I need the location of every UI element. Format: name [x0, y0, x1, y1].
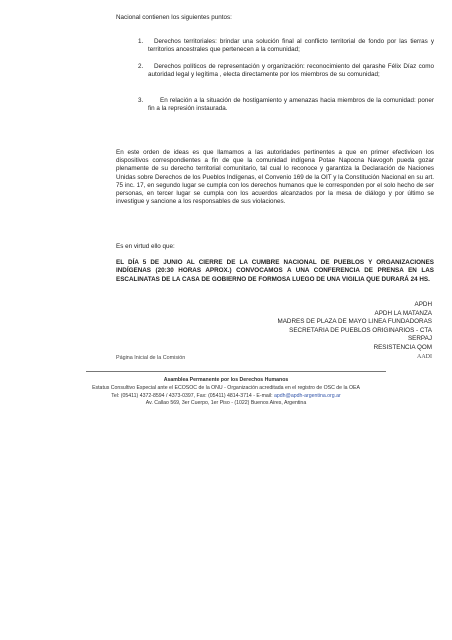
- virtud-line: Es en virtud ello que:: [116, 243, 175, 250]
- list-item-text: En relación a la situación de hostigamiento y amenazas hacia miembros de la comunidad: poner fin a la represión instaurada.: [148, 97, 434, 113]
- footer: [40, 377, 412, 408]
- footer-email-link[interactable]: apdh@apdh-argentina.org.ar: [274, 392, 341, 399]
- signer: APDH LA MATANZA: [374, 309, 432, 317]
- list-number: 3.: [138, 97, 144, 104]
- call-to-action: EL DÍA 5 DE JUNIO AL CIERRE DE LA CUMBRE NACIONAL DE PUEBLOS Y ORGANIZACIONES INDÍGENAS (20:30 HORAS APROX.) CONVOCAMOS A UNA CONFERENCIA DE PRENSA EN LAS ESCALINATAS DE LA CASA DE GOBIERNO DE FORMOSA LUEGO DE UNA VIGILIA QUE DURARÁ 24 HS.: [116, 259, 434, 283]
- list-item: [138, 97, 434, 113]
- ideas-paragraph: En este orden de ideas es que llamamos a las autoridades pertinentes a que en primer efectivicen los dispositivos correspondientes a fin de que la comunidad indígena Potae Napocna Navogoh pueda gozar plenamente de su derecho territorial comunitario, tal cual lo reconoce y garantiza la Declaración de Naciones Unidas sobre Derechos de los Pueblos Indígenas, el Convenio 169 de la OIT y la Constitución Nacional en su art. 75 inc. 17, en segundo lugar se cumpla con los derechos humanos que le corresponden por el solo hecho de ser personas, en tercer lugar se cumpla con los acuerdos alcanzados por la mesa de diálogo y por último se investigue y sancione a los responsables de sus violaciones.: [116, 149, 434, 206]
- list-number: 2.: [138, 63, 144, 70]
- list-item-text: Derechos políticos de representación y organización: reconocimiento del qarashe Félix Díaz como autoridad legal y legítima , electa directamente por los miembros de su comunidad;: [148, 63, 434, 79]
- footer-contact: Tel: (05411) 4372-8594 / 4373-0397, Fax: (05411) 4814-3714 - E-mail:: [111, 392, 273, 399]
- intro-text: Nacional contienen los siguientes puntos:: [116, 14, 232, 21]
- footer-contact-line: [40, 393, 412, 401]
- signer: SERPAJ: [407, 335, 432, 343]
- footer-status: Estatus Consultivo Especial ante el ECOSOC de la ONU - Organización acreditada en el registro de OSC de la OEA: [92, 384, 360, 391]
- signers-list: [112, 301, 432, 361]
- footer-org: Asamblea Permanente por los Derechos Humanos: [163, 377, 289, 383]
- list-item-text: Derechos territoriales: brindar una solución final al conflicto territorial de fondo por las tierras y territorios ancestrales que pertenecen a la comunidad;: [148, 38, 434, 54]
- signer-aadi: AADI: [417, 353, 432, 360]
- list-item: [138, 63, 434, 79]
- footer-divider: [86, 371, 386, 372]
- signer: RESISTENCIA QOM: [373, 343, 432, 351]
- comision-link[interactable]: Página Inicial de la Comisión: [116, 355, 186, 361]
- signer: SECRETARIA DE PUEBLOS ORIGINARIOS - CTA: [289, 326, 432, 334]
- list-number: 1.: [138, 38, 144, 45]
- list-item: [138, 38, 434, 54]
- signer: MADRES DE PLAZA DE MAYO LINEA FUNDADORAS: [277, 318, 432, 326]
- signer: APDH: [414, 301, 432, 308]
- footer-address: Av. Callao 569, 3er Cuerpo, 1er Piso - (1022) Buenos Aires, Argentina: [145, 400, 307, 407]
